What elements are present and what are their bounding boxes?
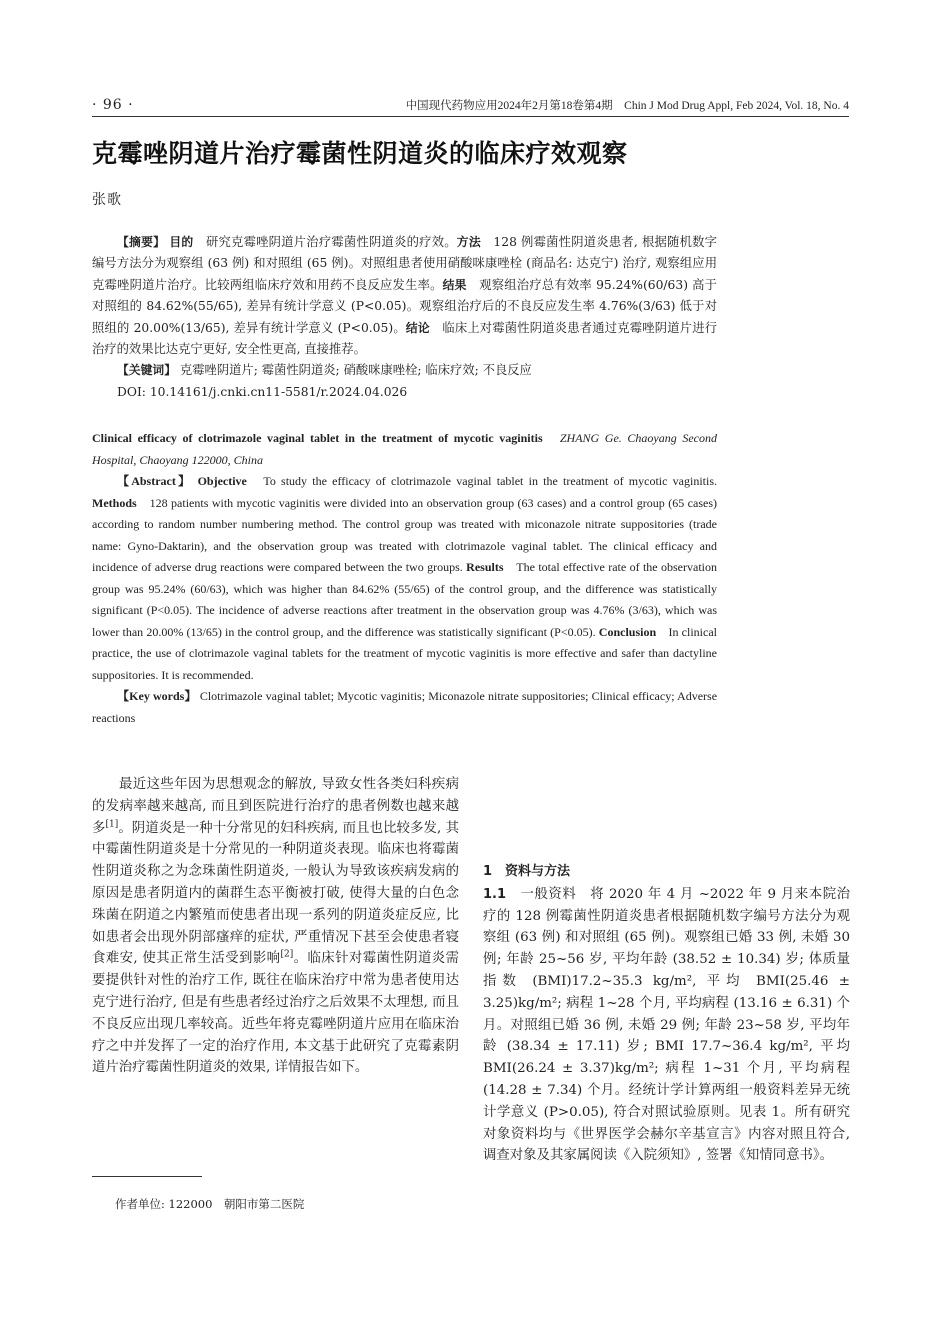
- cn-results-label: 结果: [442, 277, 467, 292]
- en-keywords: [92, 686, 717, 729]
- english-title: Clinical efficacy of clotrimazole vaginal tablet in the treatment of mycotic vaginitis: [92, 431, 543, 445]
- cn-objective: 研究克霉唑阴道片治疗霉菌性阴道炎的疗效。: [205, 235, 457, 249]
- chinese-abstract: [92, 232, 717, 403]
- cn-objective-label: 目的: [169, 235, 194, 249]
- page-number: · 96 ·: [92, 97, 134, 113]
- en-keywords-text: Clotrimazole vaginal tablet; Mycotic vaginitis; Miconazole nitrate suppositories; Clinical efficacy; Adverse reactions: [92, 689, 718, 726]
- citation-2: [2]: [280, 949, 294, 960]
- cn-abstract-label: 【摘要】: [117, 235, 166, 249]
- journal-header: 中国现代药物应用2024年2月第18卷第4期 Chin J Mod Drug Appl, Feb 2024, Vol. 18, No. 4: [405, 100, 849, 112]
- cn-results: 观察组治疗总有效率 95.24%(60/63) 高于对照组的 84.62%(55/65), 差异有统计学意义 (P<0.05)。观察组治疗后的不良反应发生率 4.76%(3/63) 低于对照组的 20.00%(13/65), 差异有统计学意义 (P<0.05)。: [92, 277, 717, 335]
- en-objective: To study the efficacy of clotrimazole vaginal tablet in the treatment of mycotic vaginitis.: [263, 474, 718, 488]
- en-results-label: Results: [466, 560, 504, 575]
- section-1-1-text: 将 2020 年 4 月 ~2022 年 9 月来本院治疗的 128 例霉菌性阴道炎患者根据随机数字编号方法分为观察组 (63 例) 和对照组 (65 例)。观察组已婚 33 例, 未婚 30 例; 年龄 25~56 岁, 平均年龄 (38.52 ± 10.34) 岁; 体质量指数 (BMI)17.2~35.3 kg/m², 平均 BMI(25.46 ± 3.25)kg/m²; 病程 1~28 个月, 平均病程 (13.16 ± 6.31) 个月。对照组已婚 36 例, 未婚 29 例; 年龄 23~58 岁, 平均年龄 (38.34 ± 17.11) 岁; BMI 17.7~36.4 kg/m², 平均 BMI(26.24 ± 3.37)kg/m²; 病程 1~31 个月, 平均病程 (14.28 ± 7.34) 个月。经统计学计算两组一般资料差异无统计学意义 (P>0.05), 符合对照试验原则。见表 1。所有研究对象资料均与《世界医学会赫尔辛基宣言》内容对照且符合, 调查对象及其家属阅读《入院须知》, 签署《知情同意书》。: [483, 886, 851, 1164]
- intro-text-1: 最近这些年因为思想观念的解放, 导致女性各类妇科疾病的发病率越来越高, 而且到医院进行治疗的患者例数也越来越多: [92, 777, 459, 836]
- left-column: [92, 774, 459, 1079]
- page-title: 克霉唑阴道片治疗霉菌性阴道炎的临床疗效观察: [92, 139, 628, 168]
- cn-methods: 128 例霉菌性阴道炎患者, 根据随机数字编号方法分为观察组 (63 例) 和对照组 (65 例)。对照组患者使用硝酸咪康唑栓 (商品名: 达克宁) 治疗, 观察组应用克霉唑阴道片治疗。比较两组临床疗效和用药不良反应发生率。: [92, 235, 717, 292]
- footnote-rule: [92, 1176, 202, 1177]
- en-methods-label: Methods: [92, 495, 137, 510]
- doi: DOI: 10.14161/j.cnki.cn11-5581/r.2024.04.026: [117, 384, 408, 399]
- cn-conclusion-label: 结论: [405, 320, 430, 335]
- intro-text-2: 。阴道炎是一种十分常见的妇科疾病, 而且也比较多发, 其中霉菌性阴道炎是十分常见的一种阴道炎表现。临床也将霉菌性阴道炎称之为念珠菌性阴道炎, 一般认为导致该疾病发病的原因是患者阴道内的菌群生态平衡被打破, 使得大量的白色念珠菌在阴道之内繁殖而使患者出现一系列的阴道炎症反应, 比如患者会出现外阴部瘙痒的症状, 严重情况下甚至会使患者寝食难安, 使其正常生活受到影响: [92, 820, 459, 967]
- cn-methods-label: 方法: [456, 235, 481, 249]
- english-author-affiliation: ZHANG Ge. Chaoyang Second Hospital, Chaoyang 122000, China: [92, 431, 717, 467]
- cn-keywords: [92, 360, 717, 381]
- section-heading-1: 1 资料与方法: [483, 864, 571, 879]
- en-abstract-label: 【Abstract】: [117, 474, 193, 488]
- cn-abstract-body: [92, 232, 717, 360]
- right-column: [483, 861, 850, 1167]
- english-title-block: [92, 428, 717, 471]
- header-rule: [92, 116, 849, 117]
- intro-text-3: 。临床针对霉菌性阴道炎需要提供针对性的治疗工作, 既往在临床治疗中常为患者使用达克宁进行治疗, 但是有些患者经过治疗之后效果不太理想, 而且不良反应出现几率较高。近些年将克霉唑阴道片应用在临床治疗之中并发挥了一定的治疗作用, 本文基于此研究了克霉素阴道片治疗霉菌性阴道炎的效果, 详情报告如下。: [92, 951, 459, 1076]
- section-1-1: [483, 884, 850, 1167]
- english-abstract: [92, 471, 717, 730]
- citation-1: [1]: [105, 819, 119, 830]
- en-conclusion-label: Conclusion: [598, 624, 657, 639]
- en-results: The total effective rate of the observation group was 95.24% (60/63), which was higher than 84.62% (55/65) of the control group, and the difference was statistically significant (P<0.05). The incidence of adverse reactions after treatment in the observation group was 4.76% (3/63), which was lower than 20.00% (13/65) in the control group, and the difference was statistically significant (P<0.05).: [92, 560, 717, 639]
- en-methods: 128 patients with mycotic vaginitis were divided into an observation group (63 cases) and a control group (65 cases) according to random number numbering method. The control group was treated with miconazole nitrate suppositories (trade name: Gyno-Daktarin), and the observation group was treated with clotrimazole vaginal tablet. The clinical efficacy and incidence of adverse drug reactions were compared between the two groups.: [92, 495, 717, 575]
- cn-conclusion: 临床上对霉菌性阴道炎患者通过克霉唑阴道片进行治疗的效果比达克宁更好, 安全性更高, 直接推荐。: [92, 320, 717, 357]
- cn-keywords-text: 克霉唑阴道片; 霉菌性阴道炎; 硝酸咪康唑栓; 临床疗效; 不良反应: [179, 363, 532, 378]
- en-conclusion: In clinical practice, the use of clotrimazole vaginal tablets for the treatment of mycotic vaginitis is more effective and safer than dactyline suppositories. It is recommended.: [92, 624, 717, 682]
- section-1-1-title: 一般资料: [520, 886, 577, 902]
- intro-paragraph: [92, 774, 459, 1079]
- en-objective-label: Objective: [197, 474, 247, 488]
- author-affiliation-footnote: 作者单位: 122000 朝阳市第二医院: [115, 1197, 305, 1211]
- en-abstract-body: [92, 471, 717, 686]
- en-keywords-label: 【Key words】: [117, 689, 197, 704]
- cn-keywords-label: 【关键词】: [117, 363, 176, 378]
- author: 张歌: [92, 192, 122, 208]
- section-1-1-number: 1.1: [483, 886, 507, 902]
